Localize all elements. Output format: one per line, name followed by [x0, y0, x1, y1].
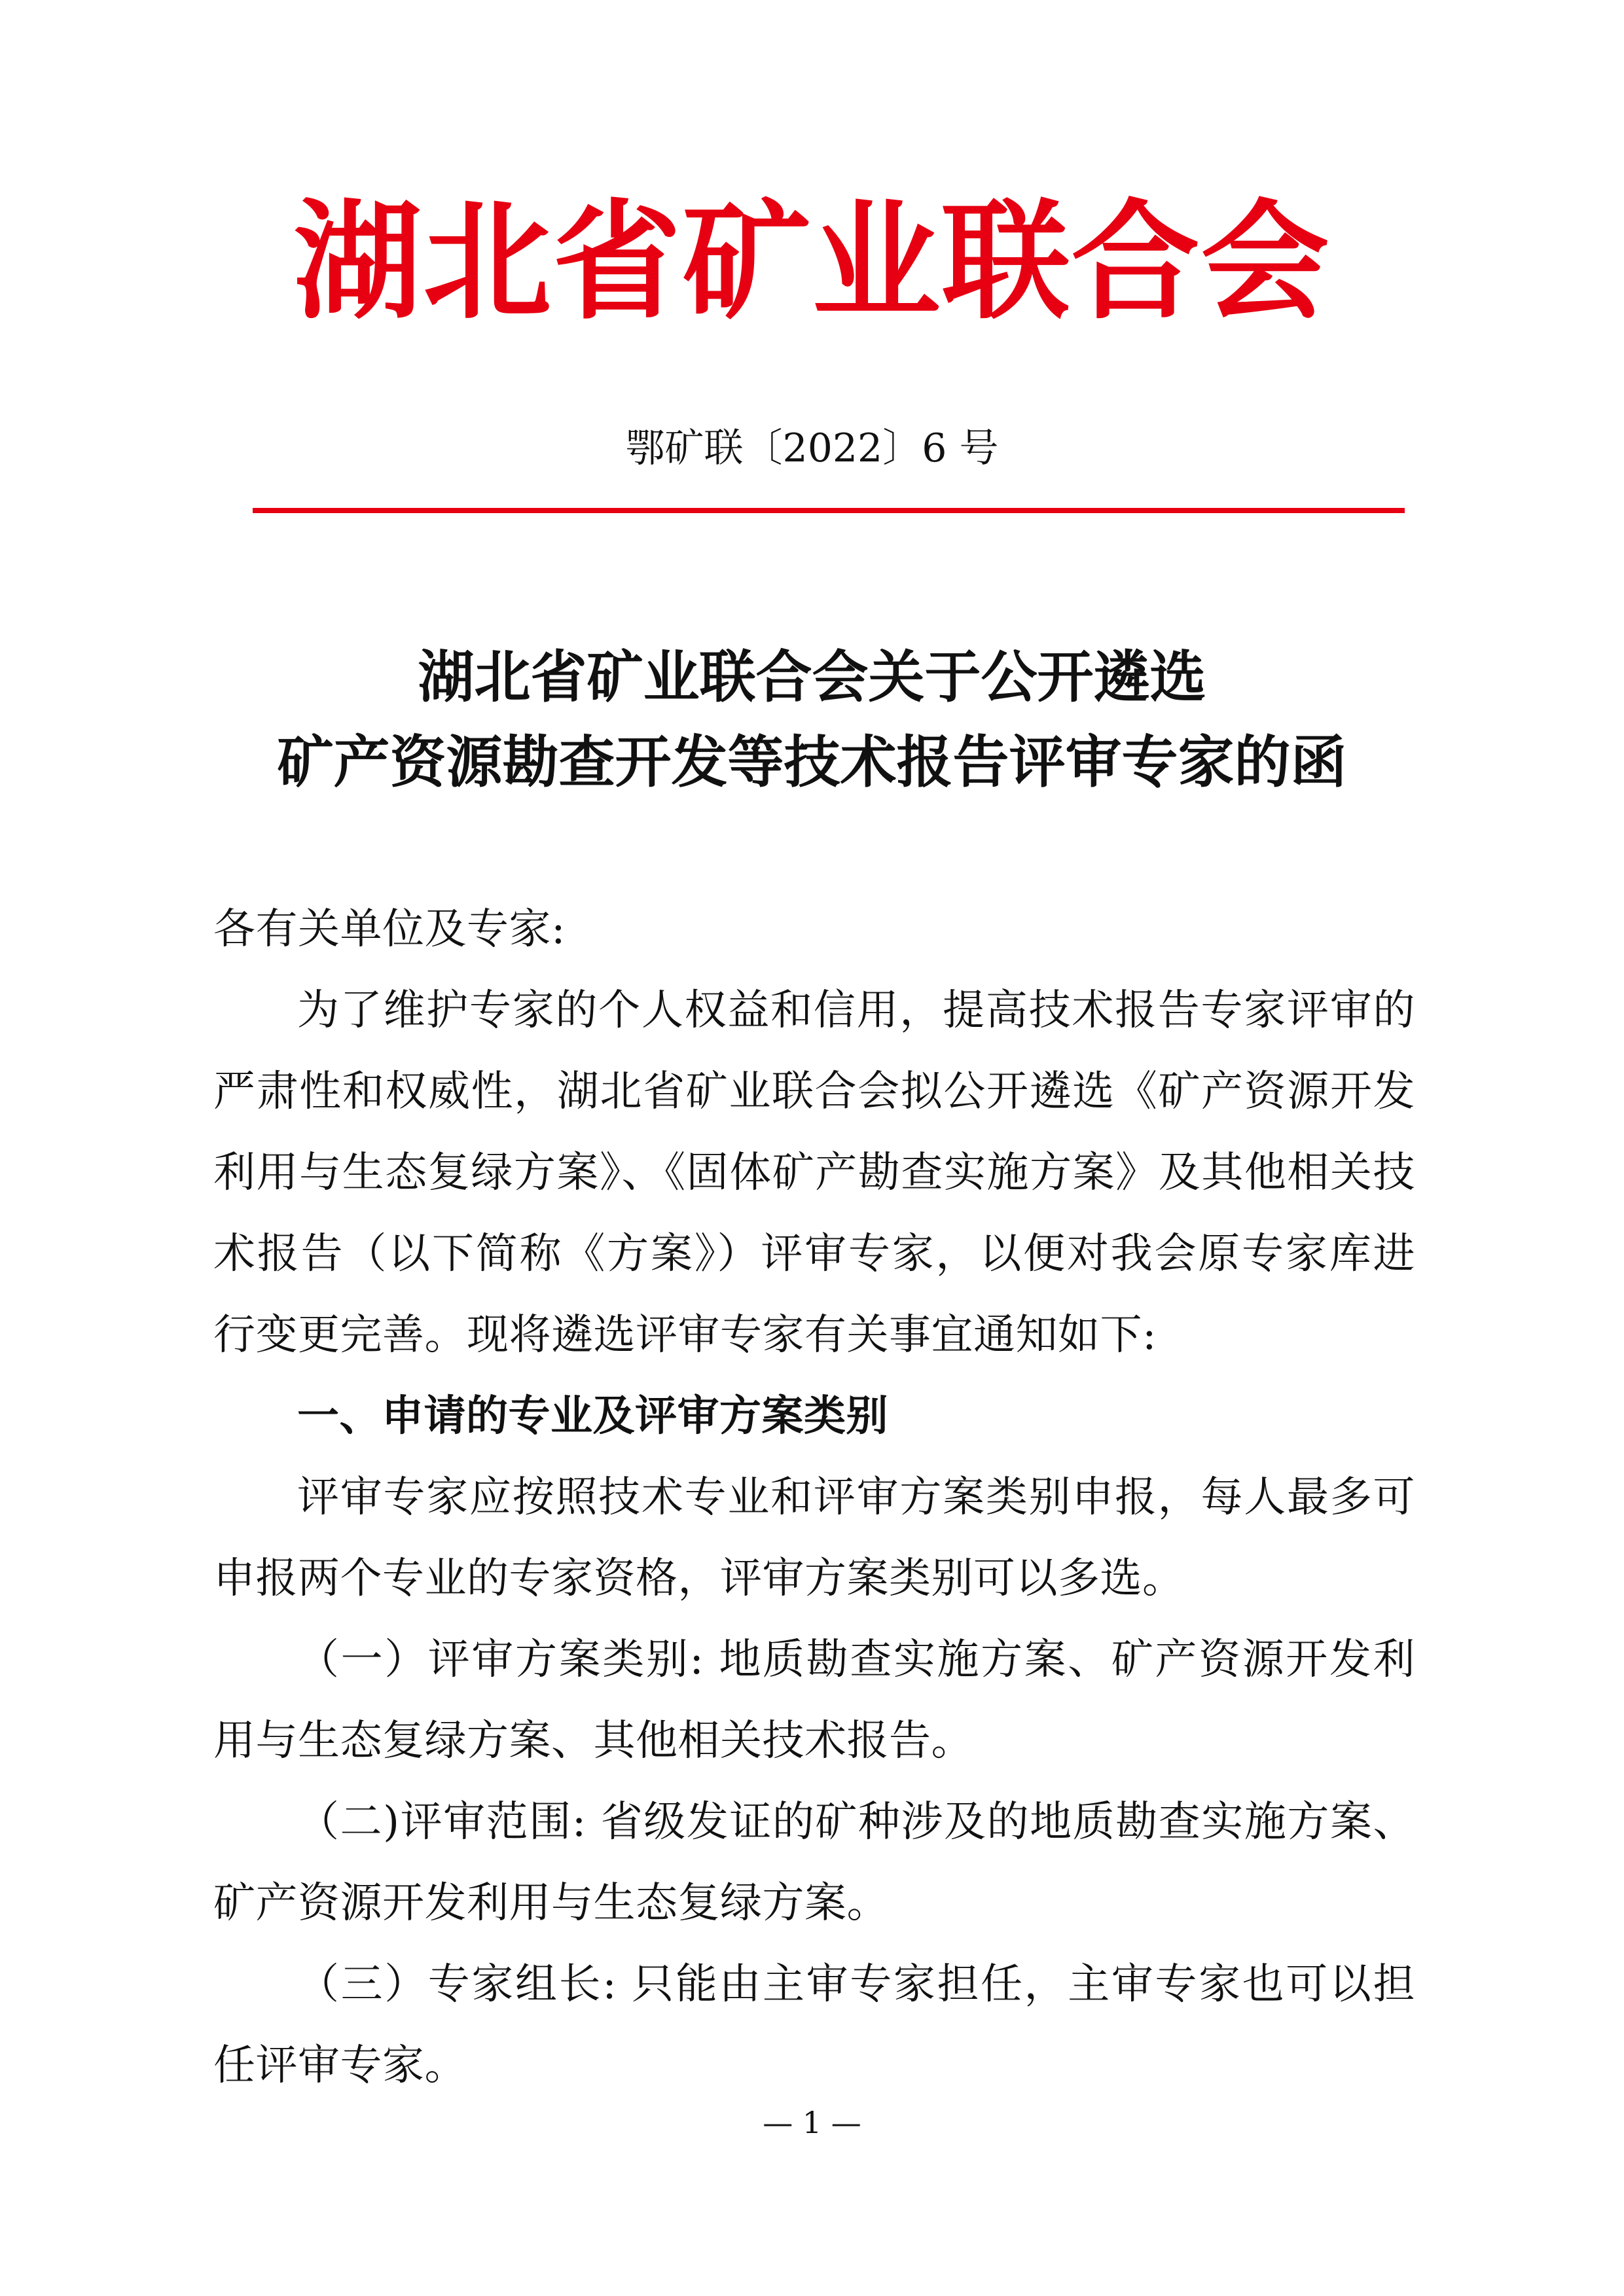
- document-title: [0, 635, 1624, 805]
- red-separator-rule: [253, 508, 1405, 513]
- document-title-line-1: 湖北省矿业联合会关于公开遴选: [418, 644, 1206, 710]
- organization-title: 湖北省矿业联合会: [293, 187, 1331, 337]
- section-1-paragraph: 评审专家应按照技术专业和评审方案类别申报，每人最多可申报两个专业的专家资格，评审方案类别可以多选。: [213, 1473, 1415, 1603]
- document-body: [213, 889, 1415, 2106]
- item-3-paragraph: （三）专家组长: 只能由主审专家担任，主审专家也可以担任评审专家。: [213, 1960, 1415, 2090]
- document-number: 鄂矿联〔2022〕6 号: [625, 425, 999, 471]
- section-1-heading: 一、申请的专业及评审方案类别: [297, 1391, 888, 1441]
- page-number: — 1 —: [763, 2105, 861, 2140]
- intro-paragraph: 为了维护专家的个人权益和信用，提高技术报告专家评审的严肃性和权威性，湖北省矿业联合会拟公开遴选《矿产资源开发利用与生态复绿方案》、《固体矿产勘查实施方案》及其他相关技术报告（以下简称《方案》）评审专家，以便对我会原专家库进行变更完善。现将遴选评审专家有关事宜通知如下:: [213, 986, 1415, 1359]
- item-2-paragraph: （二)评审范围: 省级发证的矿种涉及的地质勘查实施方案、矿产资源开发利用与生态复绿方案。: [213, 1798, 1415, 1928]
- item-1-paragraph: （一）评审方案类别: 地质勘查实施方案、矿产资源开发利用与生态复绿方案、其他相关技术报告。: [213, 1636, 1415, 1765]
- document-title-line-2: 矿产资源勘查开发等技术报告评审专家的函: [277, 729, 1347, 795]
- salutation: 各有关单位及专家:: [213, 905, 566, 954]
